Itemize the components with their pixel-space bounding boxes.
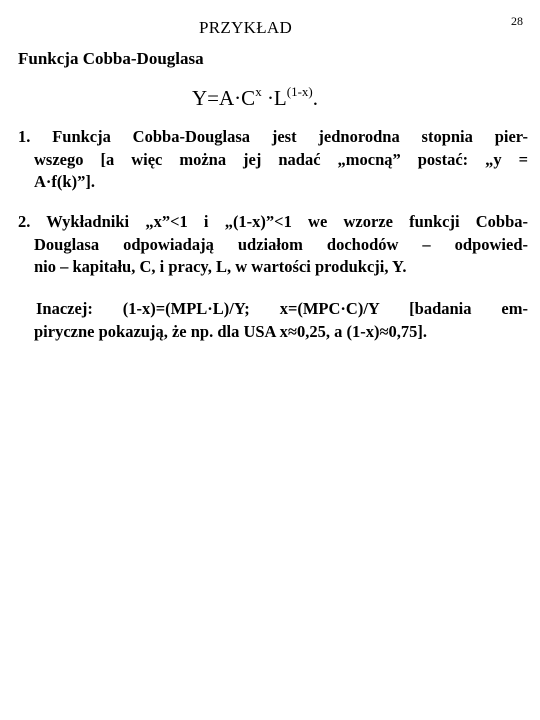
paragraph-line: 2. Wykładniki „x”<1 i „(1-x)”<1 we wzorze funkcji Cobba-	[18, 212, 528, 231]
formula-exponent-x: x	[255, 84, 262, 99]
paragraph-line: piryczne pokazują, że np. dla USA x≈0,25, a (1-x)≈0,75].	[34, 321, 428, 341]
paragraph-empirical	[18, 298, 528, 343]
paragraph-homogeneity	[18, 126, 528, 194]
paragraph-line: Inaczej: (1-x)=(MPL·L)/Y; x=(MPC·C)/Y [badania em-	[36, 299, 528, 318]
paragraph-exponents	[18, 211, 528, 279]
formula-base: Y=A·C	[192, 86, 256, 110]
paragraph-line: Douglasa odpowiadają udziałom dochodów – odpowied-	[34, 234, 528, 254]
formula-exponent-1-minus-x: (1-x)	[286, 84, 313, 99]
section-subtitle: Funkcja Cobba-Douglasa	[18, 49, 204, 68]
paragraph-line: A·f(k)”].	[34, 172, 95, 191]
formula-tail: .	[312, 86, 319, 110]
formula-middle: ·L	[261, 86, 287, 110]
paragraph-line: 1. Funkcja Cobba-Douglasa jest jednorodna stopnia pier-	[18, 127, 528, 146]
paragraph-line: nio – kapitału, C, i pracy, L, w wartości produkcji, Y.	[34, 257, 407, 276]
cobb-douglas-formula	[192, 86, 318, 111]
page-heading: PRZYKŁAD	[199, 18, 293, 37]
page-number: 28	[511, 14, 523, 28]
paragraph-line: wszego [a więc można jej nadać „mocną” postać: „y =	[34, 149, 528, 169]
